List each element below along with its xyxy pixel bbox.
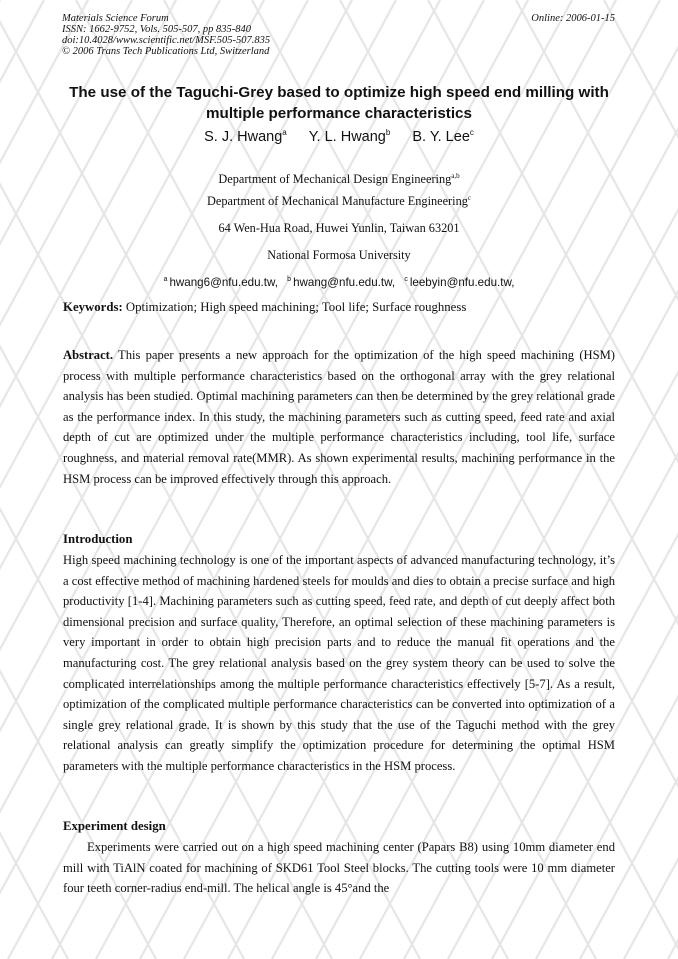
- journal-name: Materials Science Forum: [62, 13, 169, 24]
- online-date: Online: 2006-01-15: [531, 13, 615, 24]
- doi-line: doi:10.4028/www.scientific.net/MSF.505-507.835: [62, 35, 271, 46]
- abstract: [63, 345, 615, 489]
- abstract-text: This paper presents a new approach for the optimization of the high speed machining (HSM) process with multiple performance characteristics based on the orthogonal array with the grey relational analysis has been studied. Optimal machining parameters can then be determined by the grey relational grade as the performance index. In this study, the machining parameters such as cutting speed, feed rate and axial depth of cut are optimized under the multiple performance characteristics including, tool life, surface roughness, and material removal rate(MMR). As shown experimental results, machining performance in the HSM process can be improved effectively through this approach.: [63, 348, 616, 486]
- email-1: $^a$ hwang6@nfu.edu.tw,: [163, 276, 278, 289]
- email-2: $^b$ hwang@nfu.edu.tw,: [287, 276, 396, 289]
- introduction-text: High speed machining technology is one of the important aspects of advanced manufacturing technology, it’s a cost effective method of machining hardened steels for moulds and dies to obtain a precise surface and high productivity [1-4]. Machining parameters such as cutting speed, feed rate, and depth of cut deeply affect both dimensional precision and surface quality, Therefore, an optimal selection of these machining parameters is very important in order to obtain high precision parts and to reduce the manual fit operations and the manufacturing cost. The grey relational analysis based on the grey system theory can be used to solve the complicated interrelationships among the multiple performance characteristics effectively [5-7]. As a result, optimization of the complicated multiple performance characteristics can be converted into optimization of a single grey relational grade. It is shown by this study that the use of the Taguchi method with the grey relational analysis can greatly simplify the optimization procedure for determining the optimal HSM parameters with the multiple performance characteristics in the HSM process.: [63, 553, 615, 773]
- keywords-label: Keywords:: [63, 300, 123, 314]
- introduction-heading: Introduction: [63, 532, 133, 546]
- paper-title: The use of the Taguchi-Grey based to optimize high speed end milling with multiple performance characteristics: [69, 84, 609, 122]
- affiliation-university: National Formosa University: [267, 248, 411, 262]
- affiliation-dept-2: Department of Mechanical Manufacture Engineering$^c$: [207, 194, 471, 208]
- author-3: B. Y. Lee$^c$: [412, 128, 474, 145]
- keywords-text: Optimization; High speed machining; Tool life; Surface roughness: [125, 300, 467, 314]
- journal-header: [62, 13, 270, 57]
- experiment-text: Experiments were carried out on a high speed machining center (Papars B8) using 10mm diameter end mill with TiAlN coated for machining of SKD61 Tool Steel blocks. The cutting tools were 10 mm diameter four teeth corner-radius end-mill. The helical angle is 45°and the: [63, 840, 615, 896]
- experiment-heading: Experiment design: [63, 819, 166, 833]
- issn-line: ISSN: 1662-9752, Vols. 505-507, pp 835-840: [62, 24, 251, 35]
- author-2: Y. L. Hwang$^b$: [308, 128, 391, 145]
- affiliation-dept-1: Department of Mechanical Design Engineering$^{a,b}$: [218, 172, 460, 186]
- affiliation-address: 64 Wen-Hua Road, Huwei Yunlin, Taiwan 63201: [218, 221, 460, 235]
- author-list: [0, 128, 678, 145]
- author-emails: [0, 276, 678, 289]
- email-3: $^c$ leebyin@nfu.edu.tw,: [404, 276, 515, 289]
- author-1: S. J. Hwang$^a$: [204, 128, 287, 145]
- copyright-line: © 2006 Trans Tech Publications Ltd, Switzerland: [62, 46, 270, 57]
- abstract-label: Abstract.: [63, 348, 114, 362]
- keywords: [63, 300, 466, 315]
